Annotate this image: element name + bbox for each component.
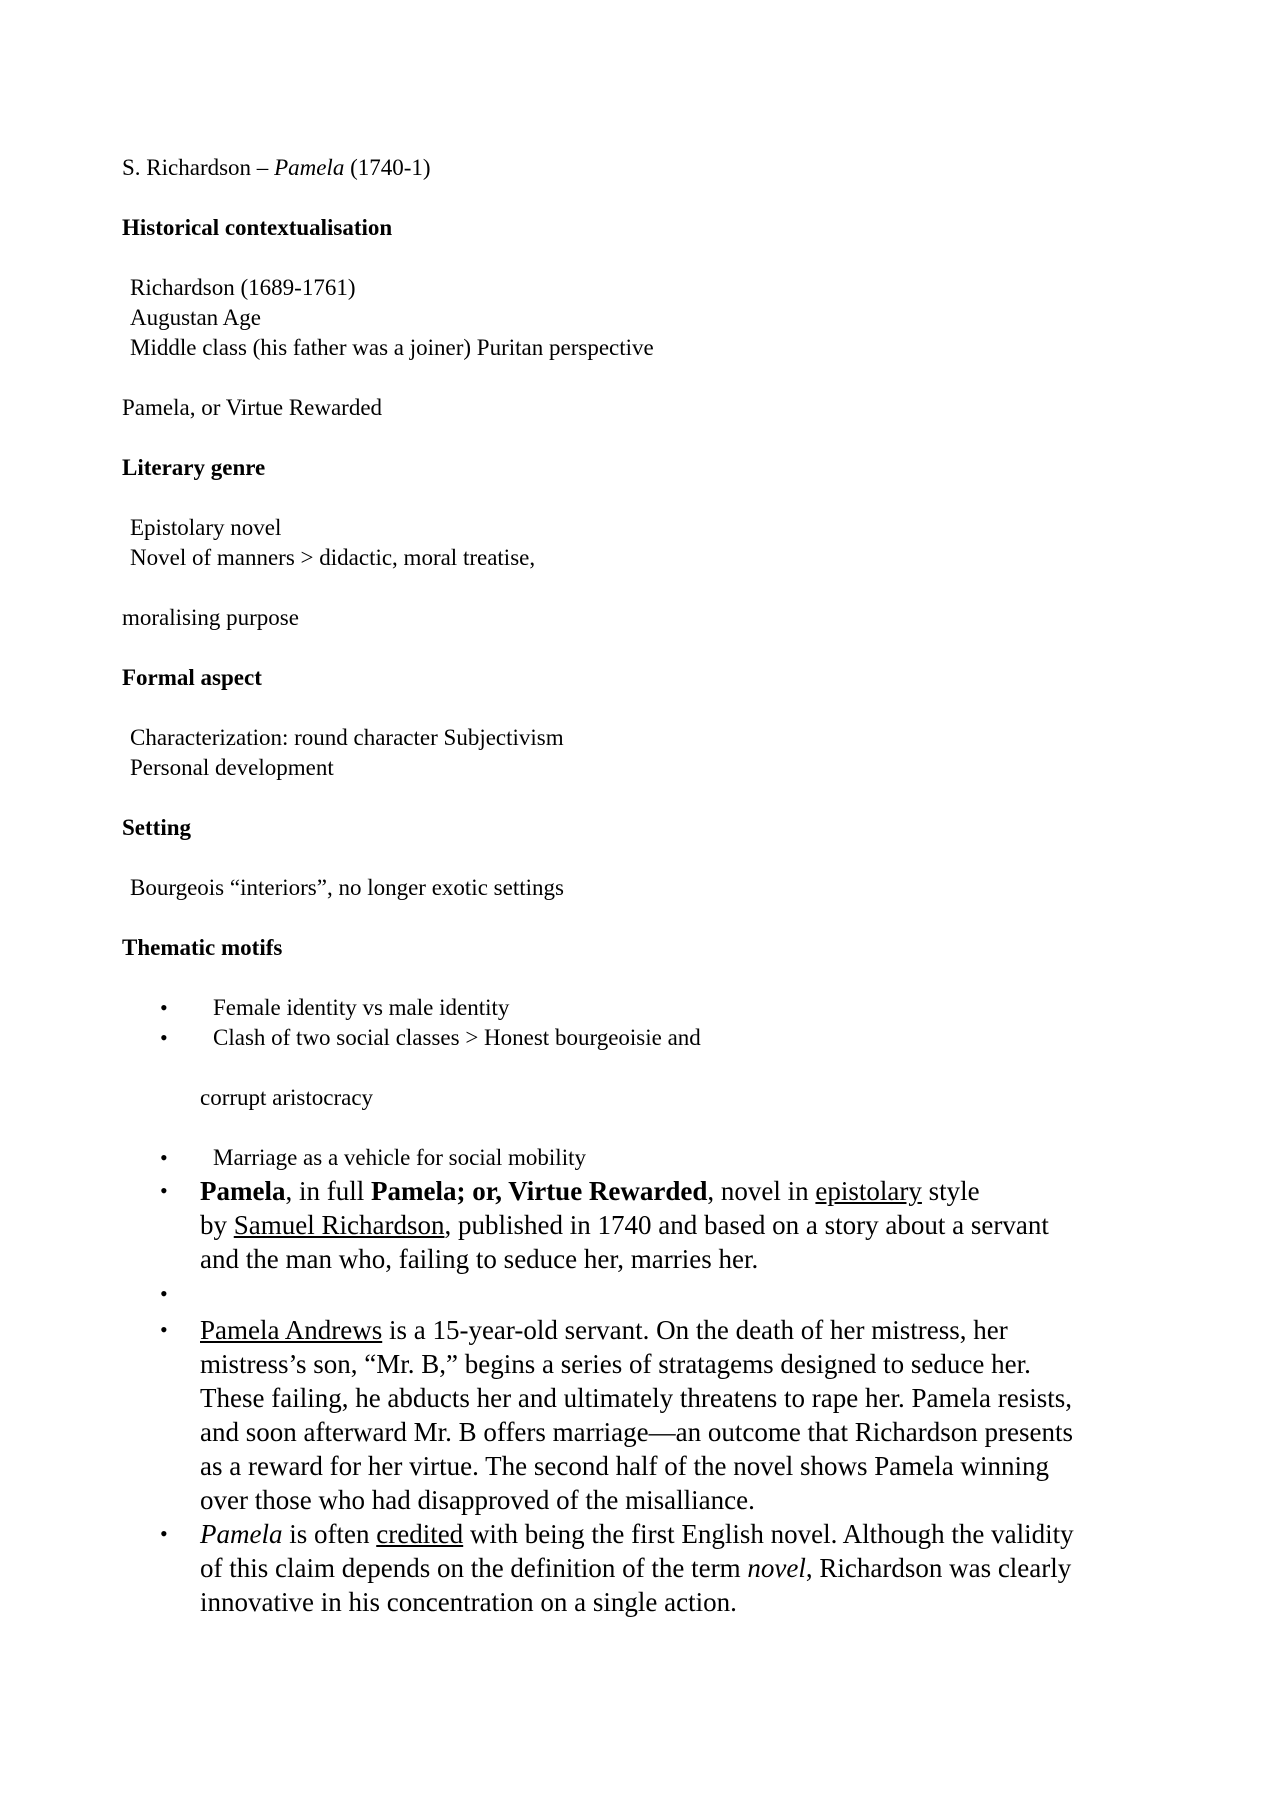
historical-after: Pamela, or Virtue Rewarded bbox=[122, 395, 383, 420]
link-pamela-andrews[interactable]: Pamela Andrews bbox=[200, 1315, 383, 1345]
para2-line6: over those who had disapproved of the misalliance. bbox=[200, 1485, 755, 1515]
bullet-glyph: • bbox=[160, 1178, 168, 1203]
link-samuel-richardson[interactable]: Samuel Richardson bbox=[233, 1210, 445, 1240]
para2-line5: as a reward for her virtue. The second half of the novel shows Pamela winning bbox=[200, 1451, 1049, 1481]
para3-line3: innovative in his concentration on a single action. bbox=[200, 1587, 737, 1617]
para1-text: , in full bbox=[285, 1176, 371, 1206]
para3-line1 bbox=[200, 1517, 1074, 1551]
title-author: S. Richardson – bbox=[122, 155, 275, 180]
bullet-glyph: • bbox=[160, 1281, 168, 1306]
title-work: Pamela bbox=[274, 155, 345, 180]
historical-item: Middle class (his father was a joiner) Puritan perspective bbox=[130, 335, 654, 360]
historical-item: Richardson (1689-1761) bbox=[130, 275, 356, 300]
thematic-bullet: Marriage as a vehicle for social mobility bbox=[213, 1145, 586, 1170]
para3-line2 bbox=[200, 1551, 1071, 1585]
para1-text: , published in 1740 and based on a story about a servant bbox=[444, 1210, 1049, 1240]
thematic-bullet: Clash of two social classes > Honest bourgeoisie and bbox=[213, 1025, 701, 1050]
heading-genre: Literary genre bbox=[122, 455, 266, 480]
formal-item: Personal development bbox=[130, 755, 334, 780]
bullet-glyph: • bbox=[160, 995, 168, 1020]
title-years: (1740-1) bbox=[344, 155, 431, 180]
thematic-continuation: corrupt aristocracy bbox=[200, 1085, 374, 1110]
para3-text: , Richardson was clearly bbox=[805, 1553, 1072, 1583]
bullet-glyph: • bbox=[160, 1317, 168, 1342]
para1-text: , novel in bbox=[707, 1176, 816, 1206]
para1-line3: and the man who, failing to seduce her, marries her. bbox=[200, 1244, 759, 1274]
para3-text: is often bbox=[282, 1519, 377, 1549]
para2-line1 bbox=[200, 1313, 1008, 1347]
heading-setting: Setting bbox=[122, 815, 191, 840]
para2-line4: and soon afterward Mr. B offers marriage—an outcome that Richardson presents bbox=[200, 1417, 1073, 1447]
para1-line2 bbox=[200, 1208, 1049, 1242]
bullet-glyph: • bbox=[160, 1521, 168, 1546]
genre-item: Epistolary novel bbox=[130, 515, 282, 540]
heading-formal: Formal aspect bbox=[122, 665, 262, 690]
link-epistolary[interactable]: epistolary bbox=[815, 1176, 922, 1206]
para3-text: with being the first English novel. Although the validity bbox=[463, 1519, 1074, 1549]
link-credited[interactable]: credited bbox=[376, 1519, 464, 1549]
para1-text: style bbox=[921, 1176, 980, 1206]
para2-line2: mistress’s son, “Mr. B,” begins a series of stratagems designed to seduce her. bbox=[200, 1349, 1031, 1379]
heading-thematic: Thematic motifs bbox=[122, 935, 283, 960]
para1-fulltitle: Pamela; or, Virtue Rewarded bbox=[370, 1176, 708, 1206]
heading-historical: Historical contextualisation bbox=[122, 215, 393, 240]
genre-item: Novel of manners > didactic, moral treatise, bbox=[130, 545, 536, 570]
para1-pamela: Pamela bbox=[200, 1176, 286, 1206]
formal-item: Characterization: round character Subjectivism bbox=[130, 725, 564, 750]
bullet-glyph: • bbox=[160, 1145, 168, 1170]
para1-text: by bbox=[200, 1210, 234, 1240]
genre-after: moralising purpose bbox=[122, 605, 299, 630]
bullet-glyph: • bbox=[160, 1025, 168, 1050]
para2-text: is a 15-year-old servant. On the death of her mistress, her bbox=[382, 1315, 1008, 1345]
para3-novel: novel bbox=[747, 1553, 806, 1583]
historical-item: Augustan Age bbox=[130, 305, 261, 330]
para2-line3: These failing, he abducts her and ultimately threatens to rape her. Pamela resists, bbox=[200, 1383, 1072, 1413]
doc-title bbox=[122, 153, 431, 183]
para3-text: of this claim depends on the definition of the term bbox=[200, 1553, 748, 1583]
para1-line1 bbox=[200, 1174, 980, 1208]
setting-item: Bourgeois “interiors”, no longer exotic settings bbox=[130, 875, 564, 900]
thematic-bullet: Female identity vs male identity bbox=[213, 995, 510, 1020]
para3-pamela: Pamela bbox=[200, 1519, 283, 1549]
